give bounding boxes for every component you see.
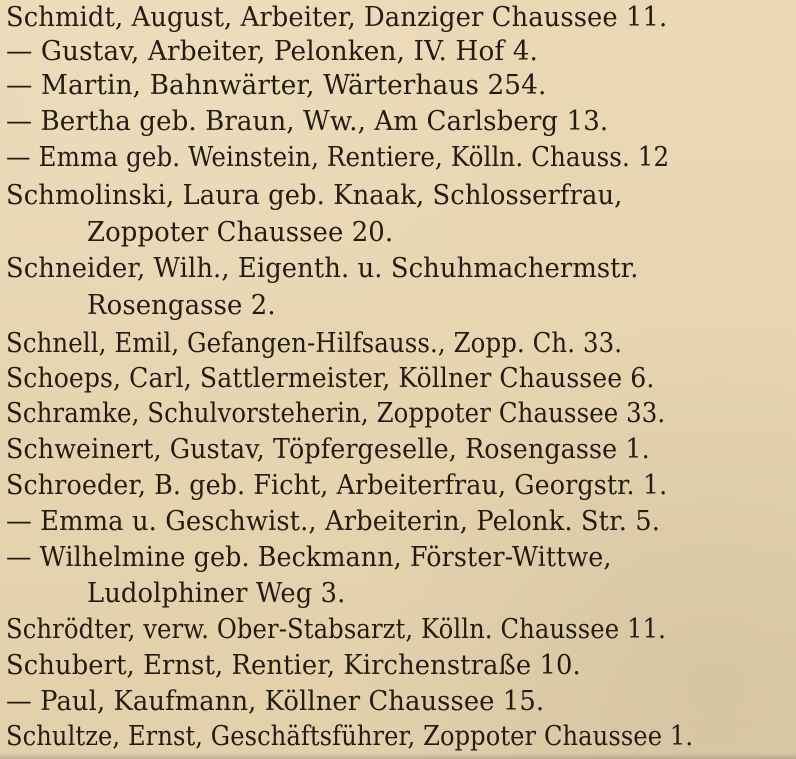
entry-line: Schramke, Schulvorsteherin, Zoppoter Chaussee 33.	[6, 398, 666, 429]
entry-line: — Emma u. Geschwist., Arbeiterin, Pelonk. Str. 5.	[6, 506, 661, 537]
entry-continuation-line: Rosengasse 2.	[87, 290, 276, 321]
entry-line: Schweinert, Gustav, Töpfergeselle, Rosengasse 1.	[6, 434, 650, 465]
entry-line: — Wilhelmine geb. Beckmann, Förster-Wittwe,	[6, 542, 612, 573]
entry-line: — Gustav, Arbeiter, Pelonken, IV. Hof 4.	[6, 36, 539, 67]
entry-continuation-line: Zoppoter Chaussee 20.	[87, 217, 394, 248]
entry-line: Schmidt, August, Arbeiter, Danziger Chaussee 11.	[6, 2, 668, 33]
entry-continuation-line: Ludolphiner Weg 3.	[87, 578, 346, 609]
entry-line: Schneider, Wilh., Eigenth. u. Schuhmachermstr.	[6, 253, 639, 284]
entry-line: Schrödter, verw. Ober-Stabsarzt, Kölln. Chaussee 11.	[6, 614, 666, 645]
entry-line: Schmolinski, Laura geb. Knaak, Schlosserfrau,	[6, 180, 623, 211]
entry-line: Schultze, Ernst, Geschäftsführer, Zoppoter Chaussee 1.	[6, 721, 694, 752]
entry-line: — Martin, Bahnwärter, Wärterhaus 254.	[6, 70, 547, 101]
entry-line: — Bertha geb. Braun, Ww., Am Carlsberg 13.	[6, 106, 609, 137]
entry-line: Schubert, Ernst, Rentier, Kirchenstraße 10.	[6, 650, 581, 681]
bottom-edge-shadow	[0, 753, 796, 759]
entry-line: Schoeps, Carl, Sattlermeister, Köllner Chaussee 6.	[6, 363, 655, 394]
entry-line: Schroeder, B. geb. Ficht, Arbeiterfrau, Georgstr. 1.	[6, 470, 668, 501]
entry-line: Schnell, Emil, Gefangen-Hilfsauss., Zopp. Ch. 33.	[6, 328, 623, 359]
entry-line: — Paul, Kaufmann, Köllner Chaussee 15.	[6, 686, 545, 717]
entry-line: — Emma geb. Weinstein, Rentiere, Kölln. Chauss. 12	[6, 142, 670, 173]
